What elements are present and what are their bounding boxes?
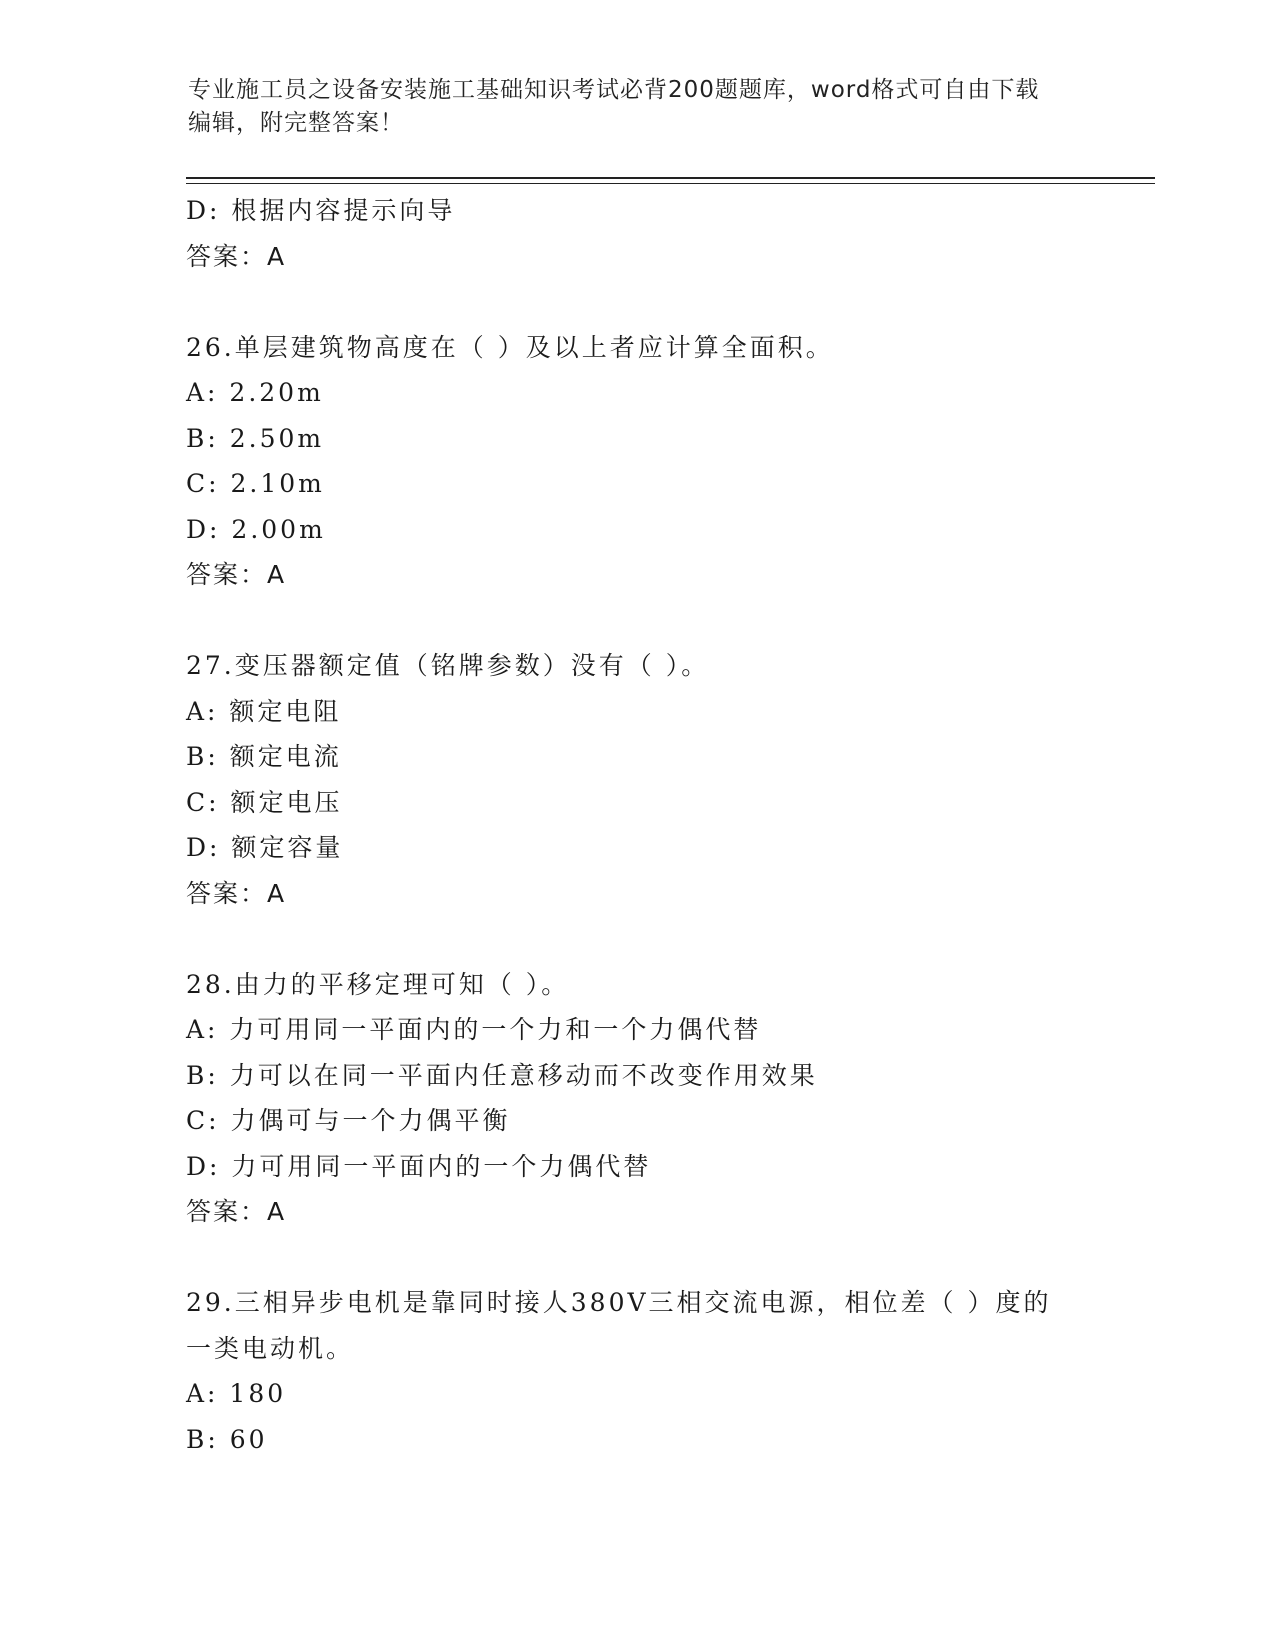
question-27-stem: 27.变压器额定值（铭牌参数）没有（ ）。 xyxy=(186,651,710,680)
prev-question-option-d: D: 根据内容提示向导 xyxy=(186,196,456,225)
question-26-option-b: B: 2.50m xyxy=(186,423,325,453)
question-28-option-c: C: 力偶可与一个力偶平衡 xyxy=(186,1106,511,1135)
question-26-stem: 26.单层建筑物高度在（ ）及以上者应计算全面积。 xyxy=(186,332,834,362)
prev-question-answer: 答案：A xyxy=(186,241,287,271)
question-27-option-b: B: 额定电流 xyxy=(186,742,342,771)
question-29-option-a: A: 180 xyxy=(186,1379,287,1408)
question-28-answer: 答案：A xyxy=(186,1197,287,1226)
header-rule-thin xyxy=(186,183,1155,184)
question-28-stem: 28.由力的平移定理可知（ ）。 xyxy=(186,969,570,999)
question-26-option-a: A: 2.20m xyxy=(186,378,324,407)
question-27-answer: 答案：A xyxy=(186,878,287,908)
question-28-option-a: A: 力可用同一平面内的一个力和一个力偶代替 xyxy=(186,1015,762,1044)
document-header xyxy=(188,74,1088,140)
header-rule-thick xyxy=(186,177,1155,179)
question-27-option-d: D: 额定容量 xyxy=(186,833,344,862)
question-26-option-d: D: 2.00m xyxy=(186,514,326,544)
question-28-option-b: B: 力可以在同一平面内任意移动而不改变作用效果 xyxy=(186,1060,818,1090)
header-title-line-2: 编辑，附完整答案！ xyxy=(188,110,404,136)
spacer xyxy=(186,279,1086,325)
question-27-option-a: A: 额定电阻 xyxy=(186,696,342,726)
spacer xyxy=(186,598,1086,644)
question-26-option-c: C: 2.10m xyxy=(186,469,325,498)
question-26-answer: 答案：A xyxy=(186,560,287,589)
question-27-option-c: C: 额定电压 xyxy=(186,787,343,817)
question-29-stem-line-2: 一类电动机。 xyxy=(186,1333,355,1363)
spacer xyxy=(186,916,1086,962)
question-29-stem-line-1: 29.三相异步电机是靠同时接人380V三相交流电源，相位差（ ）度的 xyxy=(186,1288,1052,1317)
header-title-line-1: 专业施工员之设备安装施工基础知识考试必背200题题库，word格式可自由下载 xyxy=(188,77,1040,103)
question-28-option-d: D: 力可用同一平面内的一个力偶代替 xyxy=(186,1151,652,1181)
question-29-option-b: B: 60 xyxy=(186,1424,268,1454)
question-list xyxy=(186,188,1086,1462)
spacer xyxy=(186,1235,1086,1281)
